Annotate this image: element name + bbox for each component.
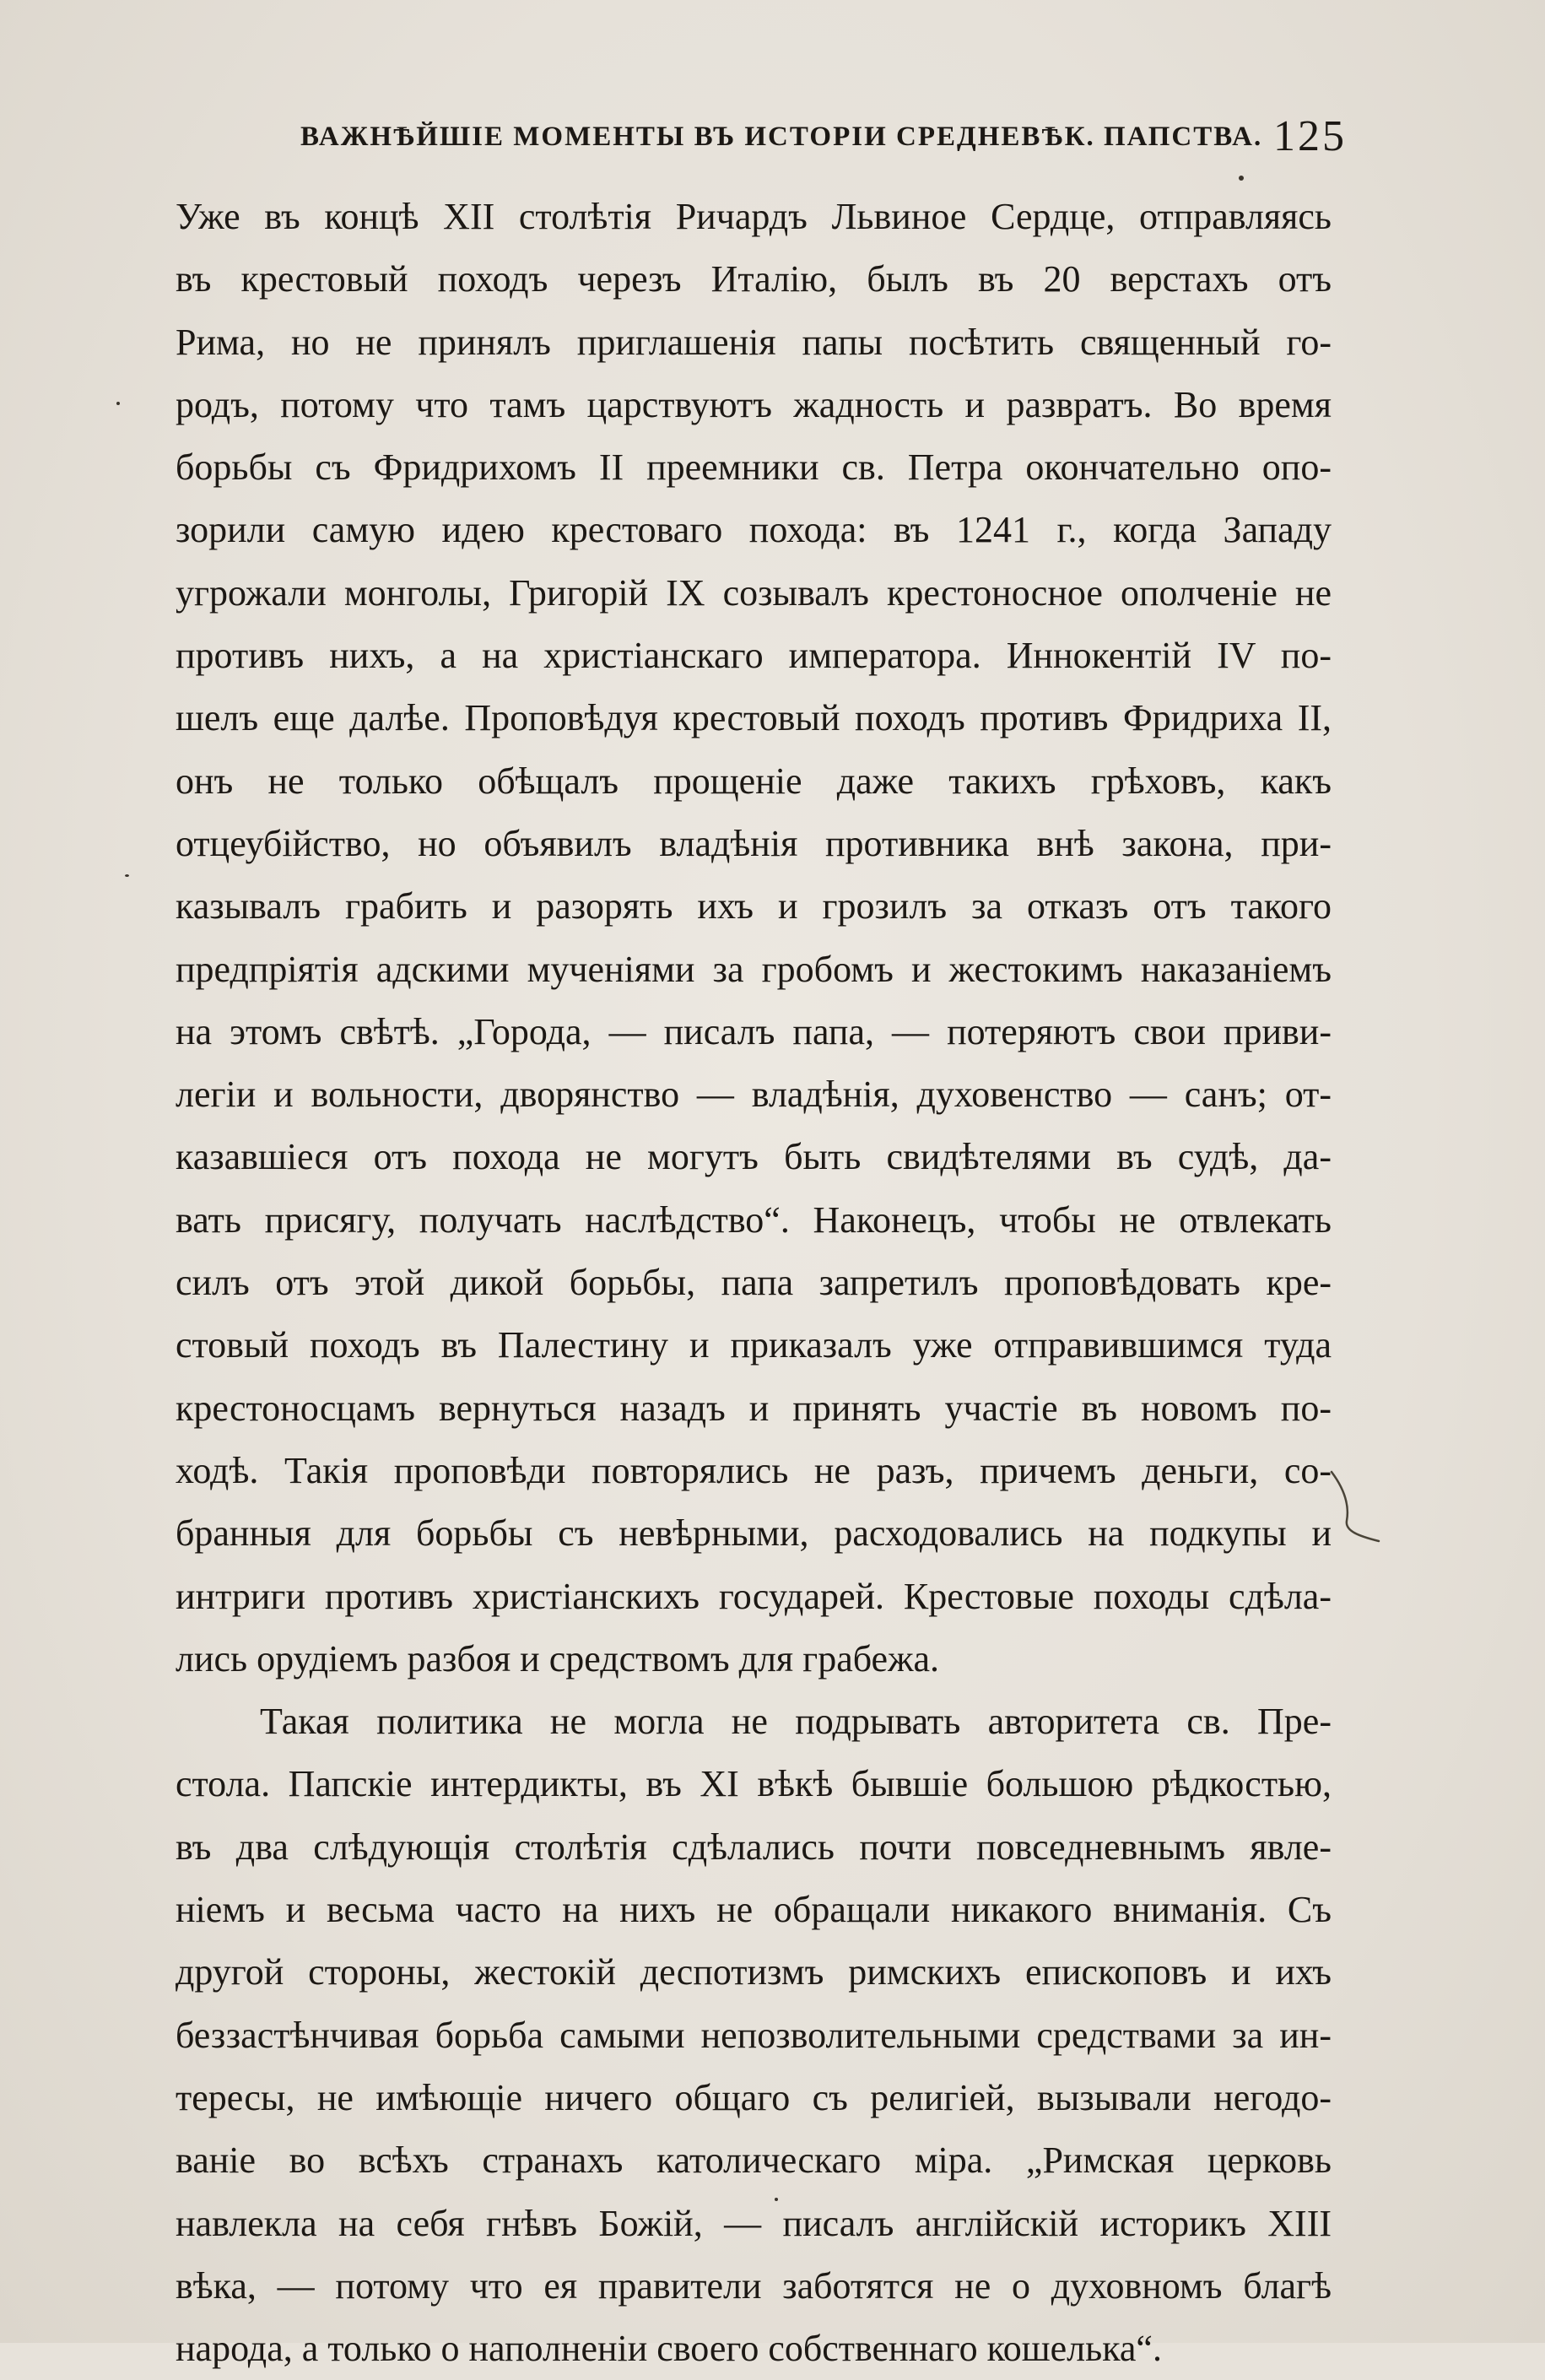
ink-speck bbox=[125, 874, 129, 877]
text-line: Уже въ концѣ XII столѣтія Ричардъ Львиное Сердце, отправляясь bbox=[176, 196, 1332, 237]
text-line: казавшіеся отъ похода не могутъ быть свидѣтелями въ судѣ, да- bbox=[176, 1136, 1332, 1178]
ink-speck bbox=[116, 402, 120, 405]
body-text bbox=[176, 186, 1332, 2380]
page-number: 125 bbox=[1273, 112, 1347, 160]
text-line: предпріятія адскими мученіями за гробомъ и жестокимъ наказаніемъ bbox=[176, 948, 1332, 990]
text-line: крестоносцамъ вернуться назадъ и принять участіе въ новомъ по- bbox=[176, 1387, 1332, 1429]
text-line: интриги противъ христіанскихъ государей. Крестовые походы сдѣла- bbox=[176, 1575, 1332, 1617]
text-line: отцеубійство, но объявилъ владѣнія противника внѣ закона, при- bbox=[176, 822, 1332, 864]
ink-speck bbox=[1239, 176, 1244, 181]
paragraph-1 bbox=[176, 186, 1332, 1690]
text-line: народа, а только о наполненіи своего собственнаго кошелька“. bbox=[176, 2328, 1162, 2370]
text-line: беззастѣнчивая борьба самыми непозволительными средствами за ин- bbox=[176, 2014, 1332, 2056]
text-line: на этомъ свѣтѣ. „Города, — писалъ папа, — потеряютъ свои приви- bbox=[176, 1010, 1332, 1052]
text-line: онъ не только обѣщалъ прощеніе даже такихъ грѣховъ, какъ bbox=[176, 760, 1332, 802]
text-line: силъ отъ этой дикой борьбы, папа запретилъ проповѣдовать кре- bbox=[176, 1262, 1332, 1304]
text-line: легіи и вольности, дворянство — владѣнія, духовенство — санъ; от- bbox=[176, 1074, 1332, 1116]
text-line: Такая политика не могла не подрывать авторитета св. Пре- bbox=[260, 1701, 1332, 1743]
text-line: лись орудіемъ разбоя и средствомъ для грабежа. bbox=[176, 1637, 940, 1680]
text-line: родъ, потому что тамъ царствуютъ жадность и развратъ. Во время bbox=[176, 383, 1332, 425]
text-line: угрожали монголы, Григорій IX созывалъ крестоносное ополченіе не bbox=[176, 571, 1332, 614]
ink-speck bbox=[775, 2198, 778, 2201]
running-head-title: ВАЖНѢЙШІЕ МОМЕНТЫ ВЪ ИСТОРІИ СРЕДНЕВѢК. ПАПСТВА. bbox=[300, 122, 1263, 152]
text-line: ходѣ. Такія проповѣди повторялись не разъ, причемъ деньги, со- bbox=[176, 1449, 1332, 1491]
paragraph-2 bbox=[176, 1690, 1332, 2380]
text-line: ніемъ и весьма часто на нихъ не обращали никакого вниманія. Съ bbox=[176, 1889, 1332, 1931]
text-line: борьбы съ Фридрихомъ II преемники св. Петра окончательно опо- bbox=[176, 446, 1332, 489]
text-line: бранныя для борьбы съ невѣрными, расходовались на подкупы и bbox=[176, 1512, 1332, 1555]
text-line: Рима, но не принялъ приглашенія папы посѣтить священный го- bbox=[176, 321, 1332, 363]
text-line: шелъ еще далѣе. Проповѣдуя крестовый походъ противъ Фридриха II, bbox=[176, 697, 1332, 739]
text-line: вѣка, — потому что ея правители заботятся не о духовномъ благѣ bbox=[176, 2264, 1332, 2307]
text-line: вать присягу, получать наслѣдство“. Наконецъ, чтобы не отвлекать bbox=[176, 1198, 1332, 1241]
text-line: стола. Папскіе интердикты, въ XI вѣкѣ бывшіе большою рѣдкостью, bbox=[176, 1763, 1332, 1805]
text-line: другой стороны, жестокій деспотизмъ римскихъ епископовъ и ихъ bbox=[176, 1951, 1332, 1993]
pencil-margin-mark bbox=[1325, 1469, 1384, 1544]
text-line: въ крестовый походъ черезъ Италію, былъ въ 20 верстахъ отъ bbox=[176, 258, 1332, 300]
text-line: противъ нихъ, а на христіанскаго императора. Иннокентій IV по- bbox=[176, 635, 1332, 677]
text-line: зорили самую идею крестоваго похода: въ 1241 г., когда Западу bbox=[176, 509, 1332, 551]
text-line: ваніе во всѣхъ странахъ католическаго міра. „Римская церковь bbox=[176, 2139, 1332, 2182]
text-line: стовый походъ въ Палестину и приказалъ уже отправившимся туда bbox=[176, 1324, 1332, 1366]
running-head bbox=[300, 111, 1347, 162]
text-line: навлекла на себя гнѣвъ Божій, — писалъ англійскій историкъ XIII bbox=[176, 2202, 1332, 2244]
text-line: въ два слѣдующія столѣтія сдѣлались почти повседневнымъ явле- bbox=[176, 1826, 1332, 1868]
text-line: казывалъ грабить и разорять ихъ и грозилъ за отказъ отъ такого bbox=[176, 885, 1332, 928]
text-line: тересы, не имѣющіе ничего общаго съ религіей, вызывали негодо- bbox=[176, 2076, 1332, 2118]
